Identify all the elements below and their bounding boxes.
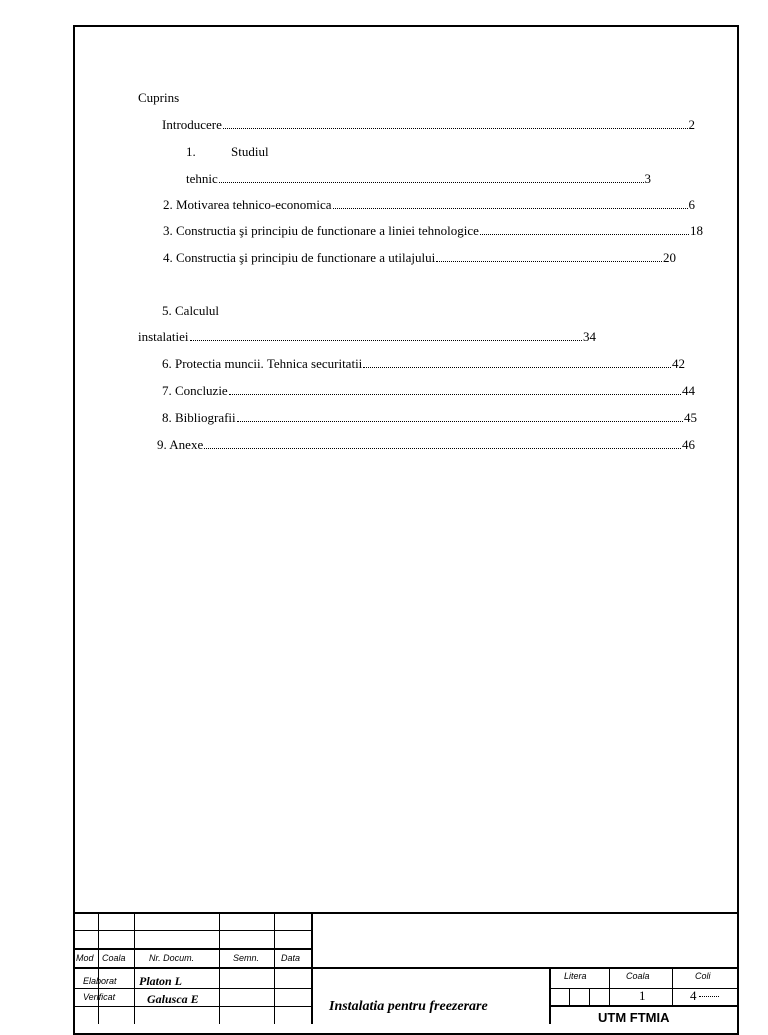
toc-item-page: 34 xyxy=(583,329,596,344)
toc-leader-dots xyxy=(237,421,683,422)
toc-item-2[interactable] xyxy=(163,197,695,213)
toc-item-label: Introducere xyxy=(162,117,222,132)
toc-leader-dots xyxy=(190,340,582,341)
toc-item-page: 6 xyxy=(688,197,695,212)
toc-heading: Cuprins xyxy=(138,90,180,105)
toc-leader-dots xyxy=(229,394,681,395)
toc-leader-dots xyxy=(223,128,688,129)
stamp-header-mod: Mod xyxy=(76,953,94,963)
stamp-role-elaborat: Elaborat xyxy=(83,976,117,986)
stamp-rule xyxy=(672,967,673,1005)
toc-item-page: 3 xyxy=(644,171,651,186)
toc-item-label: 8. Bibliografii xyxy=(162,410,236,425)
toc-leader-dots xyxy=(219,182,644,183)
toc-item-page: 46 xyxy=(682,437,695,452)
institution-label: UTM FTMIA xyxy=(598,1010,670,1025)
toc-item-1[interactable] xyxy=(186,171,651,187)
toc-item-label: 4. Constructia şi principiu de functionare a utilajului xyxy=(163,250,436,265)
stamp-header-coala: Coala xyxy=(102,953,126,963)
toc-item-9[interactable] xyxy=(157,437,695,453)
stamp-rule xyxy=(73,930,311,931)
toc-item-label: 6. Protectia muncii. Tehnica securitatii xyxy=(162,356,363,371)
stamp-rule xyxy=(549,1005,739,1007)
stamp-rule xyxy=(134,912,135,1024)
toc-item-page: 2 xyxy=(688,117,695,132)
toc-item-page: 20 xyxy=(663,250,676,265)
toc-item-6[interactable] xyxy=(162,356,685,372)
toc-item-label: 9. Anexe xyxy=(157,437,204,452)
toc-item-introducere[interactable] xyxy=(162,117,695,133)
stamp-header-litera: Litera xyxy=(564,971,587,981)
toc-item-8[interactable] xyxy=(162,410,697,426)
project-title: Instalatia pentru freezerare xyxy=(329,999,488,1014)
stamp-coli-value: 4 xyxy=(690,988,697,1003)
title-block xyxy=(73,912,739,1024)
toc-item-label: 2. Motivarea tehnico-economica xyxy=(163,197,332,212)
stamp-name-verificat: Galusca E xyxy=(147,992,199,1006)
toc-leader-dots xyxy=(204,448,681,449)
toc-item-page: 42 xyxy=(672,356,685,371)
toc-leader-dots xyxy=(480,234,689,235)
stamp-header-nr-docum: Nr. Docum. xyxy=(149,953,195,963)
toc-leader-dots xyxy=(363,367,671,368)
toc-leader-dots xyxy=(333,208,688,209)
toc-item-page: 18 xyxy=(690,223,703,238)
toc-item-1-label-a: Studiul xyxy=(231,144,269,159)
toc-leader-dots xyxy=(436,261,662,262)
toc-item-label: 7. Concluzie xyxy=(162,383,228,398)
stamp-rule xyxy=(98,912,99,1024)
stamp-header-coala-right: Coala xyxy=(626,971,650,981)
stamp-rule xyxy=(311,912,313,1024)
toc-item-3[interactable] xyxy=(163,223,703,239)
toc-item-5[interactable] xyxy=(138,329,596,345)
stamp-role-verificat: Verificat xyxy=(83,992,116,1002)
toc-item-5-label-a: 5. Calculul xyxy=(162,303,220,318)
toc-item-1-number: 1. xyxy=(186,144,196,159)
stamp-rule xyxy=(73,967,739,969)
stamp-top-border xyxy=(73,912,739,914)
stamp-rule xyxy=(609,967,610,1005)
stamp-rule xyxy=(549,967,551,1024)
toc-item-page: 45 xyxy=(684,410,697,425)
stamp-coala-value: 1 xyxy=(639,988,646,1003)
stamp-rule xyxy=(73,988,311,989)
stamp-coli-dots xyxy=(699,996,719,997)
stamp-rule xyxy=(589,988,590,1005)
toc-item-7[interactable] xyxy=(162,383,695,399)
stamp-name-elaborat: Platon L xyxy=(139,974,183,988)
stamp-rule xyxy=(73,948,311,950)
toc-item-4[interactable] xyxy=(163,250,676,266)
toc-item-label: 3. Constructia şi principiu de functionare a liniei tehnologice xyxy=(163,223,479,238)
stamp-header-data: Data xyxy=(281,953,301,963)
stamp-rule xyxy=(274,912,275,1024)
toc-item-label: instalatiei xyxy=(138,329,189,344)
stamp-rule xyxy=(569,988,570,1005)
toc-item-page: 44 xyxy=(682,383,695,398)
stamp-header-coli: Coli xyxy=(695,971,711,981)
toc-item-label: tehnic xyxy=(186,171,218,186)
stamp-header-semn: Semn. xyxy=(233,953,260,963)
stamp-rule xyxy=(219,912,220,1024)
